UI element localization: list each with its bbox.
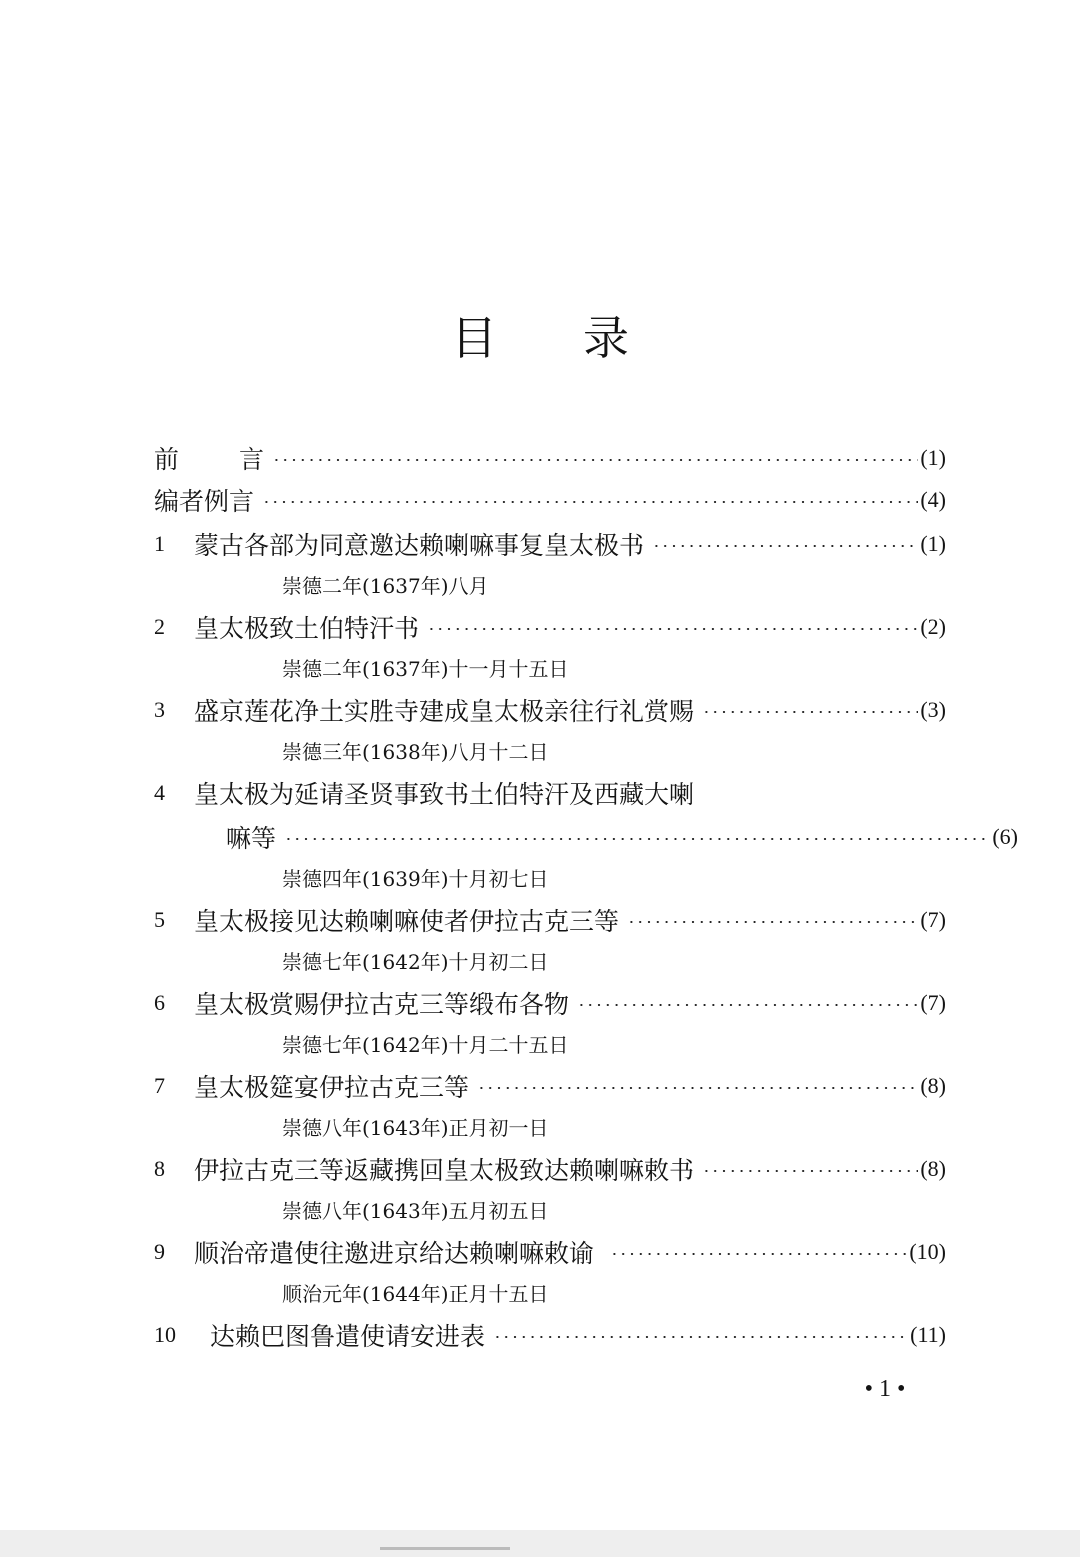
dot-leader bbox=[627, 921, 918, 923]
toc-entry-1[interactable] bbox=[154, 524, 946, 564]
entry-page: (3) bbox=[920, 697, 946, 722]
entry-date: 崇德四年(1639年)十月初七日 bbox=[282, 867, 549, 891]
entry-page: (8) bbox=[920, 1073, 946, 1098]
dot-leader bbox=[652, 545, 918, 547]
toc-entry-10[interactable] bbox=[154, 1315, 946, 1355]
toc-row-editors-notes[interactable] bbox=[154, 480, 946, 520]
entry-date: 崇德七年(1642年)十月初二日 bbox=[282, 950, 549, 974]
toc-entry-8[interactable] bbox=[154, 1149, 946, 1189]
entry-title: 蒙古各部为同意邀达赖喇嘛事复皇太极书 bbox=[194, 531, 645, 560]
entry-date: 崇德八年(1643年)正月初一日 bbox=[282, 1116, 549, 1140]
scan-mark bbox=[380, 1547, 510, 1550]
entry-title: 达赖巴图鲁遣使请安进表 bbox=[210, 1322, 486, 1351]
dot-leader bbox=[493, 1336, 908, 1338]
dot-leader bbox=[610, 1253, 907, 1255]
entry-title: 皇太极接见达赖喇嘛使者伊拉古克三等 bbox=[194, 907, 620, 936]
entry-title: 皇太极致土伯特汗书 bbox=[194, 614, 420, 643]
entry-title: 顺治帝遣使往邀进京给达赖喇嘛敕谕 bbox=[194, 1239, 595, 1268]
entry-title-continued: 嘛等 bbox=[226, 824, 277, 853]
entry-date: 崇德七年(1642年)十月二十五日 bbox=[282, 1033, 569, 1057]
entry-title: 皇太极为延请圣贤事致书土伯特汗及西藏大喇 bbox=[194, 780, 695, 809]
entry-number: 4 bbox=[154, 780, 165, 805]
entry-number: 10 bbox=[154, 1322, 176, 1347]
toc-page-preface: (1) bbox=[920, 445, 946, 470]
entry-page: (7) bbox=[920, 907, 946, 932]
toc-entry-6[interactable] bbox=[154, 983, 946, 1023]
entry-page: (2) bbox=[920, 614, 946, 639]
entry-number: 3 bbox=[154, 697, 165, 722]
page-bottom-edge bbox=[0, 1530, 1080, 1557]
dot-leader bbox=[272, 459, 918, 461]
toc-entry-2[interactable] bbox=[154, 607, 946, 647]
entry-number: 9 bbox=[154, 1239, 165, 1264]
entry-date: 崇德二年(1637年)八月 bbox=[282, 574, 489, 598]
dot-leader bbox=[262, 501, 918, 503]
entry-page: (8) bbox=[920, 1156, 946, 1181]
entry-title: 皇太极赏赐伊拉古克三等缎布各物 bbox=[194, 990, 570, 1019]
dot-leader bbox=[577, 1004, 918, 1006]
entry-page: (1) bbox=[920, 531, 946, 556]
dot-leader bbox=[284, 838, 990, 840]
entry-number: 8 bbox=[154, 1156, 165, 1181]
entry-number: 2 bbox=[154, 614, 165, 639]
toc-title: 目录 bbox=[451, 311, 715, 365]
entry-date: 顺治元年(1644年)正月十五日 bbox=[282, 1282, 549, 1306]
entry-number: 5 bbox=[154, 907, 165, 932]
toc-entry-4[interactable] bbox=[154, 773, 946, 813]
toc-label-preface: 前言 bbox=[154, 445, 265, 474]
entry-title: 皇太极筵宴伊拉古克三等 bbox=[194, 1073, 470, 1102]
toc-entry-3[interactable] bbox=[154, 690, 946, 730]
dot-leader bbox=[702, 1170, 918, 1172]
entry-page: (11) bbox=[910, 1322, 946, 1347]
entry-date: 崇德八年(1643年)五月初五日 bbox=[282, 1199, 549, 1223]
page-number: • 1 • bbox=[864, 1376, 906, 1402]
toc-entry-5[interactable] bbox=[154, 900, 946, 940]
entry-number: 1 bbox=[154, 531, 165, 556]
entry-number: 7 bbox=[154, 1073, 165, 1098]
entry-page: (6) bbox=[992, 824, 1018, 849]
toc-entry-9[interactable] bbox=[154, 1232, 946, 1272]
toc-entry-4-continued[interactable] bbox=[154, 817, 1018, 857]
entry-date: 崇德三年(1638年)八月十二日 bbox=[282, 740, 549, 764]
entry-page: (7) bbox=[920, 990, 946, 1015]
entry-number: 6 bbox=[154, 990, 165, 1015]
toc-page-editors-notes: (4) bbox=[920, 487, 946, 512]
entry-title: 伊拉古克三等返藏携回皇太极致达赖喇嘛敕书 bbox=[194, 1156, 695, 1185]
dot-leader bbox=[427, 628, 918, 630]
dot-leader bbox=[477, 1087, 918, 1089]
entry-date: 崇德二年(1637年)十一月十五日 bbox=[282, 657, 569, 681]
entry-page: (10) bbox=[909, 1239, 946, 1264]
entry-title: 盛京莲花净土实胜寺建成皇太极亲往行礼赏赐 bbox=[194, 697, 695, 726]
dot-leader bbox=[702, 711, 918, 713]
toc-label-editors-notes: 编者例言 bbox=[154, 487, 255, 516]
toc-entry-7[interactable] bbox=[154, 1066, 946, 1106]
toc-row-preface[interactable] bbox=[154, 438, 946, 478]
